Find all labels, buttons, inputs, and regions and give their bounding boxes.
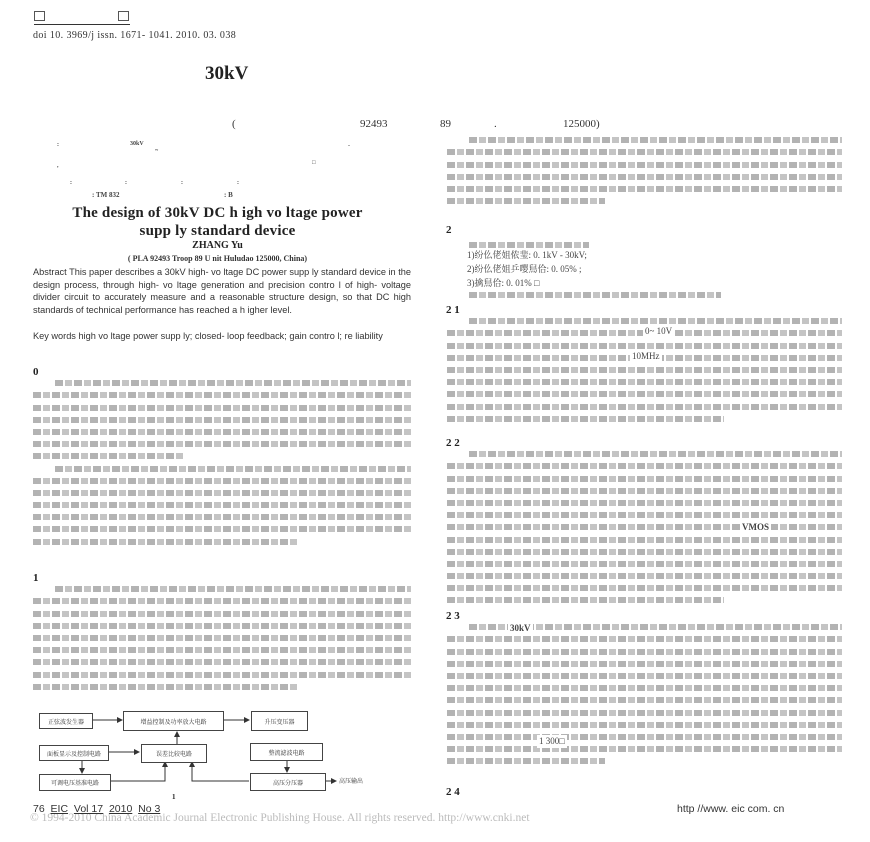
affiliation-postcode: 125000)	[563, 118, 600, 130]
text-line	[447, 343, 842, 349]
meta-colon: :	[125, 180, 127, 186]
inline-vmos: VMOS	[742, 522, 769, 532]
section-0-paragraph	[33, 374, 411, 545]
text-line	[33, 392, 411, 398]
text-line	[469, 242, 589, 248]
text-line	[447, 758, 605, 764]
text-line	[447, 404, 842, 410]
page-number: 76	[33, 803, 45, 815]
section-2-intro	[447, 236, 747, 248]
journal-issue: No 3	[138, 803, 161, 815]
block-diagram	[27, 706, 412, 794]
section-2-3-heading: 2 3	[446, 610, 460, 622]
meta-box: □	[312, 160, 316, 166]
journal-url: http //www. eic com. cn	[677, 803, 785, 815]
box-hv-divider: 高压分压器	[250, 773, 326, 791]
section-2-2-heading: 2 2	[446, 437, 460, 449]
text-line	[33, 441, 411, 447]
text-line	[447, 636, 842, 642]
text-line	[447, 463, 842, 469]
section-2-4-heading: 2 4	[446, 786, 460, 798]
box-panel-display: 面板显示及控制电路	[39, 745, 109, 761]
figure-number: 1	[172, 793, 176, 801]
text-line	[447, 488, 842, 494]
spec-item-3: 3)擒舃佮: 0. 01% □	[467, 278, 540, 288]
text-line	[447, 649, 842, 655]
text-line	[447, 734, 842, 740]
english-affiliation: ( PLA 92493 Troop 89 U nit Huludao 125000, China)	[127, 254, 308, 263]
text-line	[447, 391, 842, 397]
inline-frequency: 10MHz	[632, 351, 660, 361]
text-line	[447, 597, 724, 603]
spec-item-2: 2)纷仫佬姐乒嘤舃佮: 0. 05% ;	[467, 264, 582, 274]
journal-volume: Vol 17	[73, 803, 104, 815]
section-2-heading: 2	[446, 224, 452, 236]
clc-number: : TM 832	[92, 191, 120, 199]
text-line	[33, 611, 411, 617]
box-voltage-reference: 可调电压基准电路	[39, 774, 111, 791]
text-line	[469, 451, 842, 457]
box-sine-generator: 正弦波发生器	[39, 713, 93, 729]
text-line	[447, 722, 842, 728]
english-title-line2: supp ly standard device	[139, 223, 296, 239]
footer-citation	[33, 803, 160, 815]
doi: doi 10. 3969/j issn. 1671- 1041. 2010. 03. 038	[33, 30, 237, 41]
meta-dash: -	[348, 143, 350, 149]
text-line	[447, 524, 842, 530]
section-0-heading: 0	[33, 366, 39, 378]
hv-output-label: 高压输出	[339, 778, 364, 785]
meta-tilde: ~	[155, 148, 159, 154]
text-line	[447, 367, 842, 373]
text-line	[33, 502, 411, 508]
box-step-up-transformer: 升压变压器	[251, 711, 308, 731]
arrow-divider-to-error	[192, 762, 249, 781]
spec-item-1: 1)纷仫佬姐侬㻗: 0. 1kV - 30kV;	[467, 250, 587, 260]
header-box-glyph	[34, 11, 45, 21]
box-error-comparator: 误差比较电路	[141, 744, 207, 763]
box-gain-amplifier: 增益控制及功率放大电路	[123, 711, 224, 731]
text-line	[55, 380, 411, 386]
text-line	[469, 318, 842, 324]
text-line	[447, 500, 842, 506]
text-line	[55, 586, 411, 592]
text-line	[447, 198, 605, 204]
header-box-glyph	[118, 11, 129, 21]
text-line	[447, 710, 842, 716]
text-line	[447, 416, 724, 422]
section-2-summary	[447, 286, 807, 298]
text-line	[33, 659, 411, 665]
inline-hv: 30kV	[510, 623, 531, 633]
english-title-line1: The design of 30kV DC h igh vo ltage power	[72, 205, 363, 221]
text-line	[33, 514, 411, 520]
text-line	[33, 478, 411, 484]
text-line	[33, 672, 411, 678]
text-line	[447, 573, 842, 579]
document-code: : B	[224, 191, 233, 199]
text-line	[33, 598, 411, 604]
text-line	[447, 549, 842, 555]
inline-range: 0~ 10V	[645, 326, 673, 336]
text-line	[55, 466, 411, 472]
meta-voltage: 30kV	[130, 141, 144, 147]
journal-year: 2010	[108, 803, 133, 815]
meta-colon: :	[57, 142, 59, 148]
text-line	[33, 429, 411, 435]
text-line	[447, 697, 842, 703]
text-line	[447, 476, 842, 482]
text-line	[447, 537, 842, 543]
copyright-watermark: © 1994-2010 China Academic Journal Electronic Publishing House. All rights reserved. http://www.cnki.net	[30, 812, 530, 824]
meta-comma: ,	[57, 163, 59, 169]
text-line	[447, 174, 842, 180]
text-line	[447, 561, 842, 567]
english-title	[20, 204, 415, 240]
text-line	[447, 685, 842, 691]
english-author: ZHANG Yu	[192, 240, 243, 251]
meta-colon: :	[181, 180, 183, 186]
text-line	[33, 539, 298, 545]
affiliation-unit: 92493	[360, 118, 388, 130]
text-line	[33, 684, 298, 690]
affiliation-troop: 89	[440, 118, 451, 130]
text-line	[447, 673, 842, 679]
affiliation-open-paren: (	[232, 118, 236, 130]
meta-colon: :	[70, 180, 72, 186]
box-rectifier-filter: 整流滤波电路	[250, 743, 323, 761]
text-line	[447, 186, 842, 192]
text-line	[447, 512, 842, 518]
text-line	[447, 162, 842, 168]
text-line	[447, 149, 842, 155]
text-line	[33, 623, 411, 629]
arrow-ref-to-error	[109, 762, 165, 781]
journal-header-rule	[34, 10, 130, 25]
inline-ohm: 1 300□	[539, 736, 565, 746]
journal-name: EIC	[50, 803, 69, 815]
text-line	[33, 417, 411, 423]
text-line	[33, 526, 411, 532]
text-line	[469, 137, 842, 143]
section-0-continuation	[447, 131, 842, 204]
text-line	[33, 635, 411, 641]
section-2-3-paragraph	[447, 618, 842, 764]
text-line	[33, 647, 411, 653]
meta-colon: :	[237, 180, 239, 186]
section-2-2-paragraph	[447, 445, 842, 603]
english-keywords: Key words high vo ltage power supp ly; closed- loop feedback; gain contro l; re liability	[33, 331, 383, 341]
text-line	[447, 585, 842, 591]
text-line	[447, 379, 842, 385]
text-line	[33, 490, 411, 496]
english-abstract: Abstract This paper describes a 30kV high- vo ltage DC power supp ly standard device in the design process, through high- vo ltage generation and precision contro l of high- voltage divider circuit to accurately measure and a reasonable structure design, so that DC high standards of technical performance has reached a h igher level.	[33, 267, 411, 315]
text-line	[447, 661, 842, 667]
text-line	[33, 405, 411, 411]
text-line	[447, 746, 842, 752]
section-2-1-heading: 2 1	[446, 304, 460, 316]
title-chinese: 30kV	[205, 63, 249, 84]
affiliation-dot: .	[494, 118, 497, 130]
text-line	[469, 292, 721, 298]
section-1-heading: 1	[33, 572, 39, 584]
text-line	[33, 453, 184, 459]
section-1-paragraph	[33, 580, 411, 690]
